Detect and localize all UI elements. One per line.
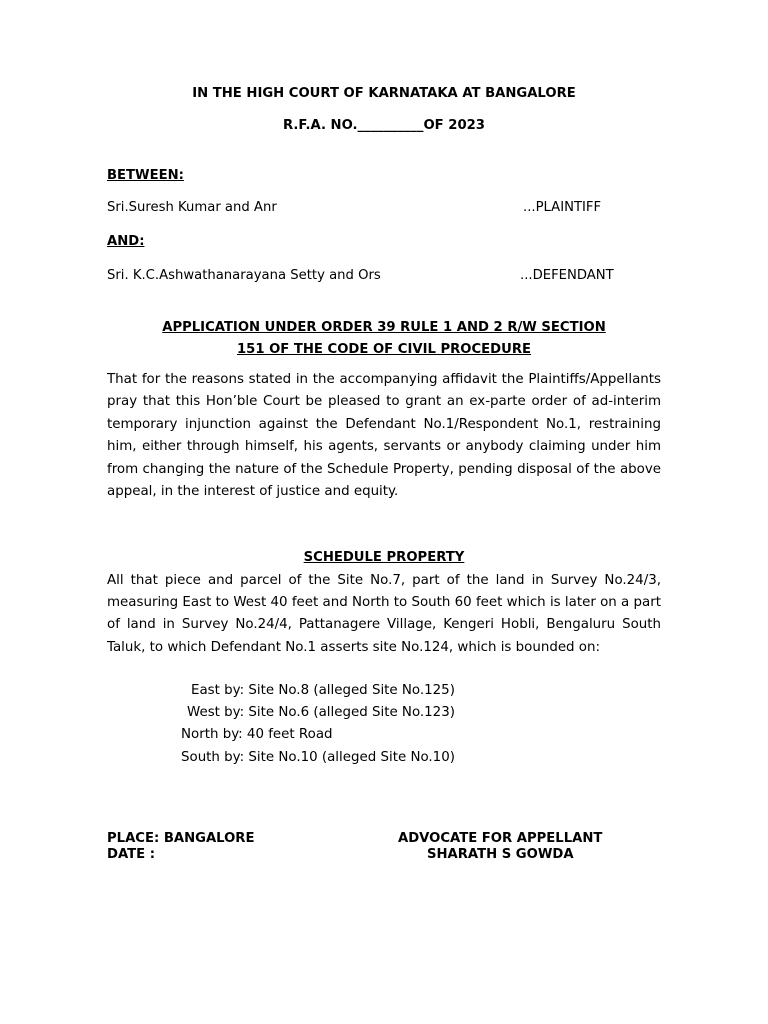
and-label: AND:: [107, 234, 145, 249]
court-title: IN THE HIGH COURT OF KARNATAKA AT BANGALORE: [192, 86, 576, 101]
plaintiff-role: ...PLAINTIFF: [523, 200, 602, 215]
date-label: DATE :: [107, 847, 155, 862]
boundary-west: West by: Site No.6 (alleged Site No.123): [187, 705, 455, 720]
application-body: That for the reasons stated in the accompanying affidavit the Plaintiffs/Appellants pray that this Hon’ble Court be pleased to grant an ex-parte order of ad-interim temporary injunction against the Defendant No.1/Respondent No.1, restraining him, either through himself, his agents, servants or anybody claiming under him from changing the nature of the Schedule Property, pending disposal of the above appeal, in the interest of justice and equity.: [107, 372, 661, 500]
advocate-name: SHARATH S GOWDA: [427, 847, 574, 862]
schedule-body: All that piece and parcel of the Site No.7, part of the land in Survey No.24/3, measuring East to West 40 feet and North to South 60 feet which is later on a part of land in Survey No.24/4, Pattanagere Village, Kengeri Hobli, Bengaluru South Taluk, to which Defendant No.1 asserts site No.124, which is bounded on:: [107, 573, 661, 655]
plaintiff-name: Sri.Suresh Kumar and Anr: [107, 200, 277, 215]
boundary-south: South by: Site No.10 (alleged Site No.10): [181, 750, 455, 765]
boundary-east: East by: Site No.8 (alleged Site No.125): [191, 683, 455, 698]
defendant-role: ...DEFENDANT: [520, 268, 614, 283]
defendant-name: Sri. K.C.Ashwathanarayana Setty and Ors: [107, 268, 381, 283]
application-heading: [100, 317, 668, 361]
between-label: BETWEEN:: [107, 168, 184, 183]
application-heading-line1: APPLICATION UNDER ORDER 39 RULE 1 AND 2 R/W SECTION: [162, 320, 606, 335]
schedule-heading: SCHEDULE PROPERTY: [303, 550, 465, 565]
advocate-label: ADVOCATE FOR APPELLANT: [398, 831, 603, 846]
application-heading-line2: 151 OF THE CODE OF CIVIL PROCEDURE: [236, 342, 532, 357]
boundary-north: North by: 40 feet Road: [181, 727, 333, 742]
place-label: PLACE: BANGALORE: [107, 831, 255, 846]
case-number: R.F.A. NO.__________OF 2023: [283, 118, 485, 133]
